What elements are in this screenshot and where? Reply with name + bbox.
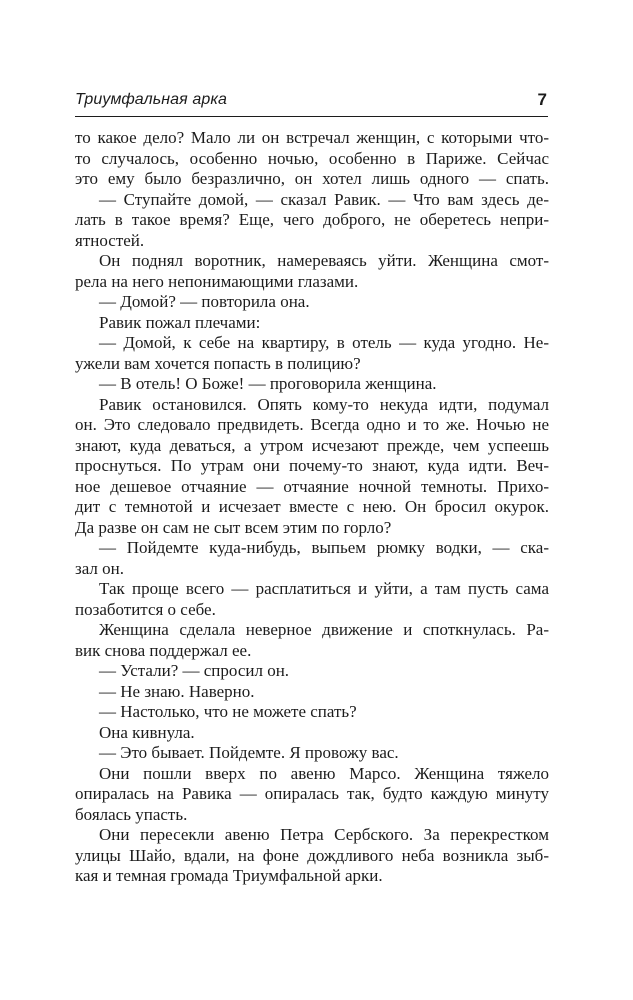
running-header <box>75 90 548 117</box>
text-line: Да разве он сам не сыт всем этим по горло? <box>75 517 392 537</box>
text-line: ятностей. <box>75 230 145 250</box>
text-line: — Ступайте домой, — сказал Равик. — Что вам здесь де- <box>99 189 549 209</box>
text-line: Они пересекли авеню Петра Сербского. За перекрестком <box>99 825 549 844</box>
text-line: Так проще всего — расплатиться и уйти, а там пусть сама <box>99 579 549 598</box>
text-line: — Это бывает. Пойдемте. Я провожу вас. <box>99 743 399 762</box>
text-line: позаботится о себе. <box>75 599 216 619</box>
text-line: проснуться. По утрам они почему-то знают, куда идти. Веч- <box>75 456 549 475</box>
page-number: 7 <box>537 90 547 109</box>
text-line: знают, куда деваться, а утром исчезают прежде, чем успеешь <box>75 435 549 455</box>
text-line: Они пошли вверх по авеню Марсо. Женщина тяжело <box>99 763 549 783</box>
text-line: то случалось, особенно ночью, особенно в Париже. Сейчас <box>75 148 549 168</box>
text-line: Женщина сделала неверное движение и споткнулась. Ра- <box>99 620 549 639</box>
text-line: он. Это следовало предвидеть. Всегда одно и то же. Ночью не <box>75 415 549 434</box>
text-line: — Не знаю. Наверно. <box>99 681 255 701</box>
text-line: зал он. <box>75 558 124 578</box>
text-line: боялась упасть. <box>75 804 188 824</box>
text-line: — Пойдемте куда-нибудь, выпьем рюмку водки, — ска- <box>99 538 549 557</box>
text-line: Равик остановился. Опять кому-то некуда идти, подумал <box>99 394 549 414</box>
body-text <box>75 128 549 887</box>
text-line: лать в такое время? Еще, чего доброго, не оберетесь непри- <box>75 210 549 229</box>
text-line: дит с темнотой и исчезает вместе с нею. Он бросил окурок. <box>75 497 549 516</box>
text-line: Равик пожал плечами: <box>99 312 261 332</box>
text-line: опиралась на Равика — опиралась так, будто каждую минуту <box>75 784 549 803</box>
text-line: — Домой? — повторила она. <box>99 292 310 311</box>
text-line: ужели вам хочется попасть в полицию? <box>75 353 361 373</box>
text-line: — Домой, к себе на квартиру, в отель — куда угодно. Не- <box>99 333 549 352</box>
running-title: Триумфальная арка <box>75 91 227 108</box>
text-line: — Устали? — спросил он. <box>99 661 290 680</box>
text-line: это ему было безразлично, он хотел лишь одного — спать. <box>75 169 549 188</box>
text-line: Он поднял воротник, намереваясь уйти. Женщина смот- <box>99 251 549 270</box>
text-line: — Настолько, что не можете спать? <box>99 702 357 721</box>
text-line: то какое дело? Мало ли он встречал женщин, с которыми что- <box>75 128 549 147</box>
text-line: рела на него непонимающими глазами. <box>75 271 359 291</box>
text-line: Она кивнула. <box>99 722 195 742</box>
text-line: ное дешевое отчаяние — отчаяние ночной темноты. Прихо- <box>75 476 549 496</box>
text-line: улицы Шайо, вдали, на фоне дождливого неба возникла зыб- <box>75 845 549 865</box>
text-line: кая и темная громада Триумфальной арки. <box>75 866 383 885</box>
text-line: вик снова поддержал ее. <box>75 640 252 660</box>
text-line: — В отель! О Боже! — проговорила женщина. <box>99 374 437 393</box>
